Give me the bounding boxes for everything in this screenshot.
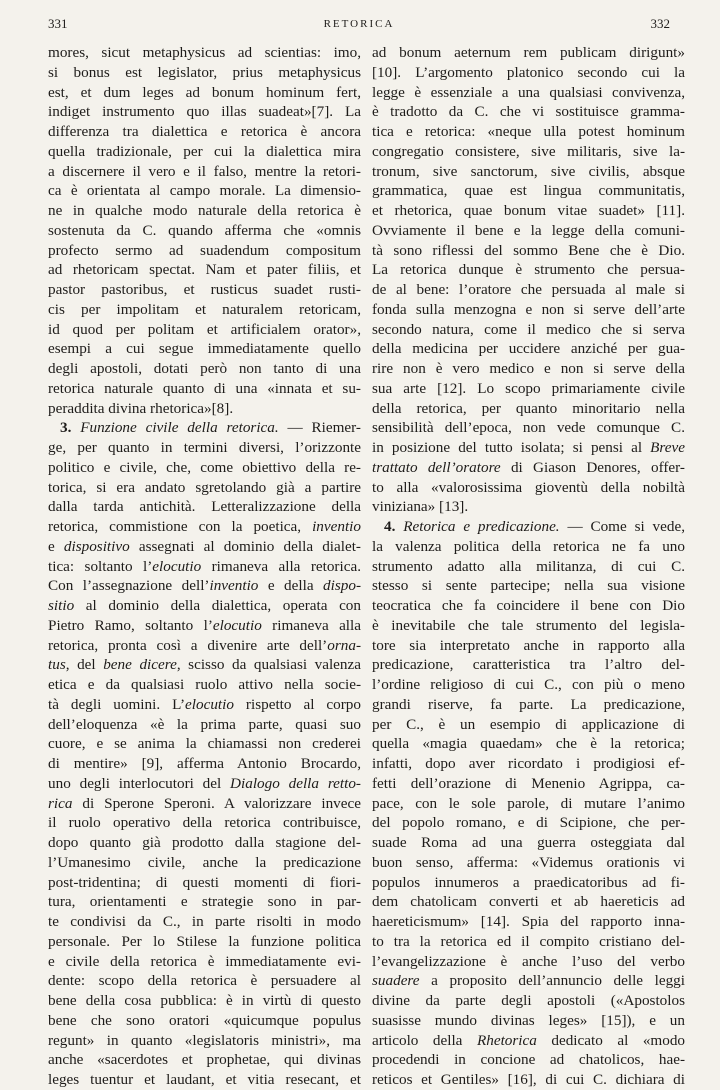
text-line: il ruolo operativo della retorica contribuisce, xyxy=(48,814,361,832)
text-line: sitio al dominio della dialettica, operata con xyxy=(48,597,361,614)
text-line: dalla tarda antichità. Letteralizzazione della xyxy=(48,498,361,516)
text-line: indiget instrumento quo illas suadeat»[7]. La xyxy=(48,103,361,121)
text-line: sensibilità dell’epoca, non vede comunque C. xyxy=(372,419,685,437)
text-line: della retorica, per quanto minoritario nella xyxy=(372,399,685,417)
text-line: predicazione, caratteristica tra l’altro del- xyxy=(372,656,685,674)
text-line: legge è essenziale a una qualsiasi convivenza, xyxy=(372,83,685,101)
text-line: personale. Per lo Stilese la funzione politica xyxy=(48,932,361,950)
text-line: strumento adatto alla militanza, di cui C. xyxy=(372,557,685,575)
text-line: 4. Retorica e predicazione. — Come si vede, xyxy=(384,518,685,535)
text-line: bene della cosa pubblica: è in virtù di questo xyxy=(48,992,361,1009)
text-line: è tradotto da C. che vi sostituisce gramma- xyxy=(372,103,685,121)
text-line: tronum, sive sanctorum, sive civilis, absque xyxy=(372,162,685,180)
text-line: tura, orientamenti e strategie sono in par- xyxy=(48,893,361,911)
text-line: e civile della retorica è immediatamente evi- xyxy=(48,952,361,970)
page-number-right: 332 xyxy=(650,16,670,31)
text-line: l’evangelizzazione è anche l’uso del verbo xyxy=(372,952,685,970)
text-line: dem chatolicam converti et ab haereticis ad xyxy=(372,893,685,911)
text-line: stesso si sente partecipe; nella sua visione xyxy=(372,577,685,595)
text-line: ad bonum aeternum rem publicam dirigunt» xyxy=(372,44,685,61)
text-line: grandi riserve, fa parte. La predicazione, xyxy=(372,695,685,713)
text-line: tà sono riflessi del sommo Bene che è Dio. xyxy=(372,241,685,259)
text-line: leges tuentur et laudant, et vitia resecant, et xyxy=(48,1071,361,1088)
page-number-left: 331 xyxy=(48,16,68,31)
text-line: ge, per quanto in termini diversi, l’orizzonte xyxy=(48,439,361,456)
text-line: te condivisi da C., in parte risolti in modo xyxy=(48,913,361,930)
text-line: di mentire» [9], afferma Antonio Brocardo, xyxy=(48,755,361,772)
text-line: retorica naturale quanto di una «innata et su- xyxy=(48,379,361,397)
running-title: RETORICA xyxy=(323,18,395,30)
text-line: ad rhetoricam spectat. Nam et pater filiis, et xyxy=(48,261,361,279)
text-line: sua arte [12]. Lo scopo primariamente civile xyxy=(372,379,685,397)
text-line: tore sia interpretato anche in rapporto alla xyxy=(372,636,685,654)
text-line: ca è orientata al campo morale. La dimensio- xyxy=(48,182,361,200)
text-line: post-tridentina; di questi momenti di fiori- xyxy=(48,873,361,891)
text-line: differenza tra dialettica e retorica è ancora xyxy=(48,123,361,140)
text-line: cuore, e se anima la chiamassi non crederei xyxy=(48,735,361,753)
text-line: uno degli interlocutori del Dialogo della retto- xyxy=(48,774,361,792)
text-line: dell’eloquenza «è la prima parte, quasi suo xyxy=(48,715,361,733)
text-line: regunt» in quanto «legislatoris ministri», ma xyxy=(48,1031,361,1049)
text-line: haereticismum» [14]. Spia del rapporto inna- xyxy=(372,913,685,930)
text-line: 3. Funzione civile della retorica. — Riemer- xyxy=(60,419,361,437)
text-line: trattato dell’oratore di Giason Denores, offer- xyxy=(372,458,685,476)
text-line: suade Roma ad una guerra osteggiata dal xyxy=(372,834,685,851)
text-line: de al bene: l’oratore che persuada al male si xyxy=(372,281,685,298)
text-line: anche «sacerdotes et prophetae, qui divinas xyxy=(48,1051,361,1069)
text-line: profecto sermo ad suadendum compositum xyxy=(48,241,361,259)
text-line: buon senso, afferma: «Videmus orationis vi xyxy=(372,853,685,871)
text-line: cis per impolitam et naturalem retoricam, xyxy=(48,300,361,318)
text-line: Pietro Ramo, soltanto l’elocutio rimaneva alla xyxy=(48,616,361,634)
text-line: si bonus est legislator, prius metaphysicus xyxy=(48,63,361,81)
text-line: congregatio consistere, sive militaris, sive la- xyxy=(372,142,685,160)
text-line: la valenza politica della retorica ne fa uno xyxy=(372,537,685,555)
text-line: est, et dum leges ad bonum hominum fert, xyxy=(48,83,361,101)
text-line: tus, del bene dicere, scisso da qualsiasi valenza xyxy=(48,656,361,674)
text-line: La retorica dunque è strumento che persua- xyxy=(372,261,685,279)
text-line: ne in qualche modo naturale della retorica è xyxy=(48,202,361,219)
text-line: sostenuta da C. quando afferma che «omnis xyxy=(48,221,361,239)
text-line: torica, si era andato sgretolando già a partire xyxy=(48,478,361,496)
text-line: quella tradizionale, per cui la dialettica mira xyxy=(48,142,361,160)
text-line: a discernere il vero e il falso, mentre la retori- xyxy=(48,162,361,180)
text-line: quella «magia quaedam» che è la retorica; xyxy=(372,735,685,753)
text-line: mores, sicut metaphysicus ad scientias: imo, xyxy=(48,44,361,61)
text-line: to tra la retorica ed il compito cristiano del- xyxy=(372,932,685,950)
text-line: retorica, commistione con la poetica, inventio xyxy=(48,518,361,535)
text-line: Con l’assegnazione dell’inventio e della dispo- xyxy=(48,577,362,595)
left-text-column xyxy=(48,43,362,1088)
text-line: per C., è un esempio di applicazione di xyxy=(372,715,685,733)
text-line: in posizione del tutto isolata; si pensi al Breve xyxy=(372,439,685,456)
text-line: dopo quanto già prodotto dalla stagione del- xyxy=(48,834,361,851)
text-line: fetti dell’orazione di Menenio Agrippa, ca- xyxy=(372,774,685,792)
text-line: l’Umanesimo civile, anche la predicazione xyxy=(48,853,361,871)
text-line: del popolo romano, e di Scipione, che per- xyxy=(372,814,685,832)
text-line: grammatica, quae est lingua communitatis, xyxy=(372,182,685,200)
text-line: procedendi in concione ad chatolicos, hae- xyxy=(372,1051,685,1069)
text-line: suasisse mundo divinas leges» [15]), e un xyxy=(372,1011,685,1029)
page-header xyxy=(48,14,670,34)
text-line: Ovviamente il bene e la legge della comuni- xyxy=(372,221,685,239)
text-line: viniziana» [13]. xyxy=(372,498,469,516)
text-line: tà degli uomini. L’elocutio rispetto al corpo xyxy=(48,695,361,713)
text-line: tica: soltanto l’elocutio rimaneva alla retorica. xyxy=(48,557,361,575)
text-line: retorica, pronta così a divenire arte dell’orna- xyxy=(48,636,361,654)
text-line: rica di Sperone Speroni. A valorizzare invece xyxy=(48,794,361,812)
right-text-column xyxy=(372,43,686,1088)
text-line: suadere a proposito dell’annuncio delle leggi xyxy=(372,972,685,990)
text-line: pace, con le sole parole, di mutare l’animo xyxy=(372,794,685,812)
text-line: reticos et Gentiles» [16], di cui C. dichiara di xyxy=(372,1071,685,1088)
text-line: pastor pastoribus, et rusticus suadet rusti- xyxy=(48,281,361,298)
text-line: e dispositivo assegnati al dominio della dialet- xyxy=(48,537,361,555)
text-line: [10]. L’argomento platonico secondo cui la xyxy=(372,63,685,81)
text-line: to alla «valorosissima gioventù della nobiltà xyxy=(372,478,685,496)
text-line: politico e civile, che, come obiettivo della re- xyxy=(48,458,361,476)
text-line: l’ordine religioso di cui C., con più o meno xyxy=(372,676,685,693)
text-line: et rhetorica, quae bonum vitae suadet» [11]. xyxy=(372,202,685,219)
text-line: id quod per politam et artificialem orator», xyxy=(48,320,361,338)
text-line: populos innumeros a praedicatoribus ad fi- xyxy=(372,873,685,891)
text-line: articolo della Rhetorica dedicato al «modo xyxy=(372,1031,686,1049)
text-line: infatti, dopo aver ricordato i prodigiosi ef- xyxy=(372,755,685,772)
text-line: della medicina per uccidere anziché per gua- xyxy=(372,340,685,358)
text-line: bene che sono oratori «quicumque populus xyxy=(48,1011,361,1029)
text-line: secondo natura, come il medico che si serva xyxy=(372,320,685,338)
text-line: peraddita divina rhetorica»[8]. xyxy=(48,399,234,417)
text-line: degli apostoli, dotati però non tanto di una xyxy=(48,360,361,377)
text-line: tica e retorica: «neque ulla potest hominum xyxy=(372,123,685,140)
text-line: etica e da qualsiasi ruolo attivo nella socie- xyxy=(48,676,361,693)
text-line: divine da parte degli apostoli («Apostolos xyxy=(372,992,685,1009)
text-line: rire non è vero medico e non si serve della xyxy=(372,360,685,377)
text-line: dente: scopo della retorica è persuadere al xyxy=(48,972,361,990)
text-line: teocratica che fa coincidere il bene con Dio xyxy=(372,597,685,614)
text-line: è inevitabile che tale strumento del legisla- xyxy=(372,616,685,634)
text-line: esempi a cui segue immediatamente quello xyxy=(48,340,361,358)
text-line: fonda sulla menzogna e non si serve dell’arte xyxy=(372,300,685,318)
